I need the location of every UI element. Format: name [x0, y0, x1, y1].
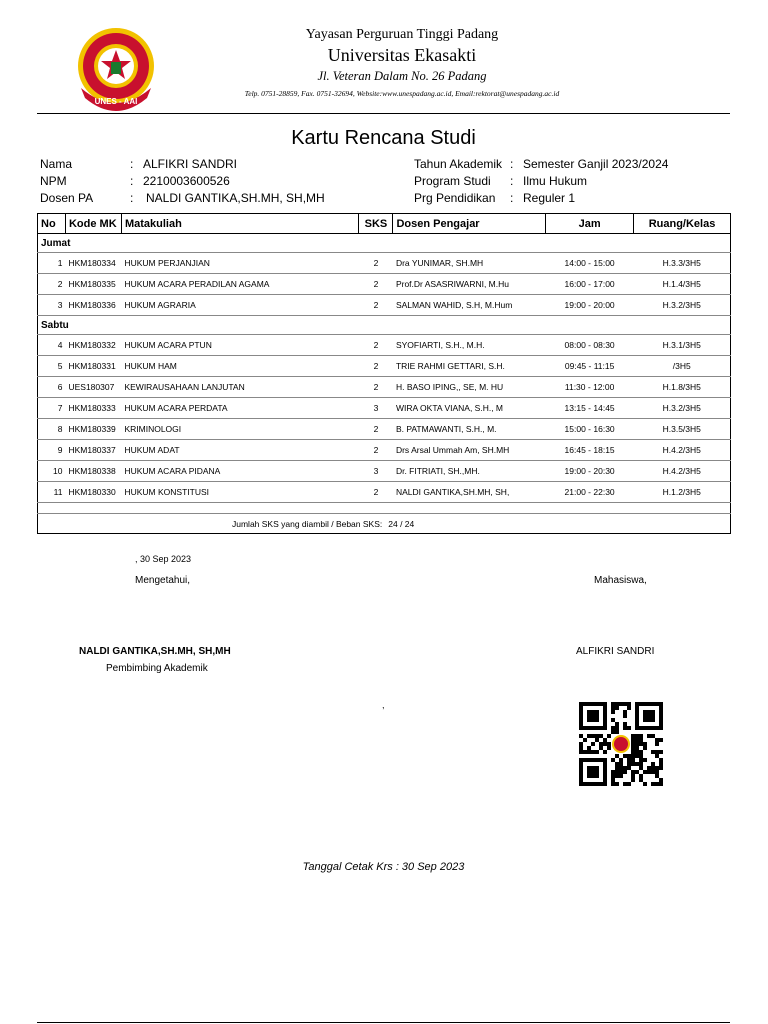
row-no: 7 — [38, 398, 66, 419]
total-value: 24 / 24 — [388, 518, 415, 529]
course-name: HUKUM ACARA PERADILAN AGAMA — [121, 274, 359, 295]
table-row — [38, 440, 731, 461]
course-name: HUKUM PERJANJIAN — [121, 253, 359, 274]
info-separator: : — [130, 191, 134, 205]
header-divider — [37, 113, 730, 114]
print-date: Tanggal Cetak Krs : 30 Sep 2023 — [302, 861, 465, 873]
schedule-time: 14:00 - 15:00 — [546, 253, 634, 274]
footer-divider — [37, 1022, 730, 1023]
student-sign-label: Mahasiswa, — [594, 575, 647, 586]
table-row — [38, 398, 731, 419]
course-name: HUKUM ACARA PTUN — [121, 335, 359, 356]
info-separator: : — [510, 191, 514, 205]
course-name: KRIMINOLOGI — [121, 419, 359, 440]
table-row — [38, 295, 731, 316]
course-code: HKM180331 — [65, 356, 121, 377]
info-label-program: Program Studi — [414, 174, 491, 188]
info-label-nama: Nama — [40, 157, 73, 171]
course-sks: 2 — [359, 335, 393, 356]
room-class: /3H5 — [634, 356, 731, 377]
course-name: HUKUM ACARA PIDANA — [121, 461, 359, 482]
schedule-time: 16:45 - 18:15 — [546, 440, 634, 461]
university-name: Universitas Ekasakti — [327, 45, 477, 65]
table-row — [38, 253, 731, 274]
course-sks: 2 — [359, 356, 393, 377]
course-sks: 2 — [359, 419, 393, 440]
course-code: HKM180334 — [65, 253, 121, 274]
course-sks: 2 — [359, 440, 393, 461]
course-sks: 3 — [359, 461, 393, 482]
schedule-time: 19:00 - 20:00 — [546, 295, 634, 316]
info-label-npm: NPM — [40, 174, 67, 188]
table-row — [38, 377, 731, 398]
table-row — [38, 335, 731, 356]
table-row — [38, 461, 731, 482]
total-label: Jumlah SKS yang diambil / Beban SKS: — [232, 518, 383, 529]
course-name: HUKUM ADAT — [121, 440, 359, 461]
course-table — [37, 213, 731, 534]
university-logo — [73, 26, 159, 112]
col-header-no: No — [38, 214, 66, 234]
room-class: H.3.2/3H5 — [634, 398, 731, 419]
course-sks: 2 — [359, 482, 393, 503]
info-separator: : — [510, 174, 514, 188]
info-separator: : — [510, 157, 514, 171]
lecturer: NALDI GANTIKA,SH.MH, SH, — [393, 482, 546, 503]
schedule-time: 19:00 - 20:30 — [546, 461, 634, 482]
schedule-time: 15:00 - 16:30 — [546, 419, 634, 440]
table-row — [38, 482, 731, 503]
day-label: Sabtu — [38, 316, 731, 335]
academic-year-value: Semester Ganjil 2023/2024 — [523, 157, 669, 171]
course-code: HKM180335 — [65, 274, 121, 295]
row-no: 4 — [38, 335, 66, 356]
row-no: 1 — [38, 253, 66, 274]
lecturer: Dr. FITRIATI, SH.,MH. — [393, 461, 546, 482]
room-class: H.4.2/3H5 — [634, 440, 731, 461]
row-no: 3 — [38, 295, 66, 316]
info-separator: : — [130, 174, 134, 188]
schedule-time: 09:45 - 11:15 — [546, 356, 634, 377]
day-group-row — [38, 234, 731, 253]
lecturer: SYOFIARTI, S.H., M.H. — [393, 335, 546, 356]
total-cell — [38, 514, 731, 534]
info-label-pendidikan: Prg Pendidikan — [414, 191, 496, 205]
col-header-matakuliah: Matakuliah — [121, 214, 359, 234]
table-row — [38, 356, 731, 377]
lecturer: B. PATMAWANTI, S.H., M. — [393, 419, 546, 440]
student-name-value: ALFIKRI SANDRI — [143, 157, 238, 171]
col-header-jam: Jam — [546, 214, 634, 234]
table-row — [38, 419, 731, 440]
comma-mark: , — [382, 700, 385, 710]
course-code: HKM180333 — [65, 398, 121, 419]
course-code: HKM180338 — [65, 461, 121, 482]
program-value: Ilmu Hukum — [523, 174, 588, 188]
student-sign-name: ALFIKRI SANDRI — [576, 646, 655, 657]
col-header-dosen: Dosen Pengajar — [393, 214, 546, 234]
course-code: HKM180336 — [65, 295, 121, 316]
university-contact: Telp. 0751-28859, Fax. 0751-32694, Website:www.unespadang.ac.id, Email:rektorat@unespadang.ac.id — [244, 89, 560, 98]
logo-text: UNES - AAI — [94, 97, 138, 106]
course-sks: 2 — [359, 274, 393, 295]
advisor-role: Pembimbing Akademik — [106, 663, 208, 674]
course-sks: 2 — [359, 295, 393, 316]
course-sks: 2 — [359, 253, 393, 274]
row-no: 2 — [38, 274, 66, 295]
university-address: Jl. Veteran Dalam No. 26 Padang — [317, 69, 487, 83]
lecturer: Prof.Dr ASASRIWARNI, M.Hu — [393, 274, 546, 295]
course-sks: 3 — [359, 398, 393, 419]
schedule-time: 16:00 - 17:00 — [546, 274, 634, 295]
student-npm-value: 2210003600526 — [143, 174, 230, 188]
row-no: 9 — [38, 440, 66, 461]
row-no: 5 — [38, 356, 66, 377]
schedule-time: 11:30 - 12:00 — [546, 377, 634, 398]
qr-code — [579, 702, 663, 786]
schedule-time: 13:15 - 14:45 — [546, 398, 634, 419]
page-title: Kartu Rencana Studi — [291, 127, 476, 149]
education-program-value: Reguler 1 — [523, 191, 576, 205]
lecturer: Drs Arsal Ummah Am, SH.MH — [393, 440, 546, 461]
course-name: HUKUM KONSTITUSI — [121, 482, 359, 503]
room-class: H.1.2/3H5 — [634, 482, 731, 503]
total-row — [38, 514, 731, 534]
advisor-name: NALDI GANTIKA,SH.MH, SH,MH — [79, 646, 231, 657]
row-no: 10 — [38, 461, 66, 482]
room-class: H.3.5/3H5 — [634, 419, 731, 440]
row-no: 11 — [38, 482, 66, 503]
course-table-body — [38, 234, 731, 534]
course-code: HKM180330 — [65, 482, 121, 503]
col-header-sks: SKS — [359, 214, 393, 234]
day-label: Jumat — [38, 234, 731, 253]
lecturer: H. BASO IPING,, SE, M. HU — [393, 377, 546, 398]
day-group-row — [38, 316, 731, 335]
spacer-row — [38, 503, 731, 514]
schedule-time: 08:00 - 08:30 — [546, 335, 634, 356]
room-class: H.3.1/3H5 — [634, 335, 731, 356]
row-no: 6 — [38, 377, 66, 398]
lecturer: WIRA OKTA VIANA, S.H., M — [393, 398, 546, 419]
room-class: H.3.3/3H5 — [634, 253, 731, 274]
course-code: HKM180337 — [65, 440, 121, 461]
advisor-value: NALDI GANTIKA,SH.MH, SH,MH — [146, 191, 325, 205]
schedule-time: 21:00 - 22:30 — [546, 482, 634, 503]
info-separator: : — [130, 157, 134, 171]
col-header-kode: Kode MK — [65, 214, 121, 234]
course-name: HUKUM HAM — [121, 356, 359, 377]
room-class: H.4.2/3H5 — [634, 461, 731, 482]
lecturer: Dra YUNIMAR, SH.MH — [393, 253, 546, 274]
course-name: KEWIRAUSAHAAN LANJUTAN — [121, 377, 359, 398]
room-class: H.1.8/3H5 — [634, 377, 731, 398]
table-header-row — [38, 214, 731, 234]
room-class: H.1.4/3H5 — [634, 274, 731, 295]
col-header-ruang: Ruang/Kelas — [634, 214, 731, 234]
course-code: HKM180339 — [65, 419, 121, 440]
room-class: H.3.2/3H5 — [634, 295, 731, 316]
foundation-name: Yayasan Perguruan Tinggi Padang — [305, 27, 499, 42]
course-sks: 2 — [359, 377, 393, 398]
lecturer: TRIE RAHMI GETTARI, S.H. — [393, 356, 546, 377]
course-code: HKM180332 — [65, 335, 121, 356]
course-name: HUKUM AGRARIA — [121, 295, 359, 316]
course-code: UES180307 — [65, 377, 121, 398]
course-name: HUKUM ACARA PERDATA — [121, 398, 359, 419]
acknowledged-label: Mengetahui, — [135, 575, 191, 586]
row-no: 8 — [38, 419, 66, 440]
lecturer: SALMAN WAHID, S.H, M.Hum — [393, 295, 546, 316]
info-label-tahun: Tahun Akademik — [414, 157, 503, 171]
info-label-dosen-pa: Dosen PA — [40, 191, 94, 205]
sign-date: , 30 Sep 2023 — [135, 554, 192, 564]
table-row — [38, 274, 731, 295]
